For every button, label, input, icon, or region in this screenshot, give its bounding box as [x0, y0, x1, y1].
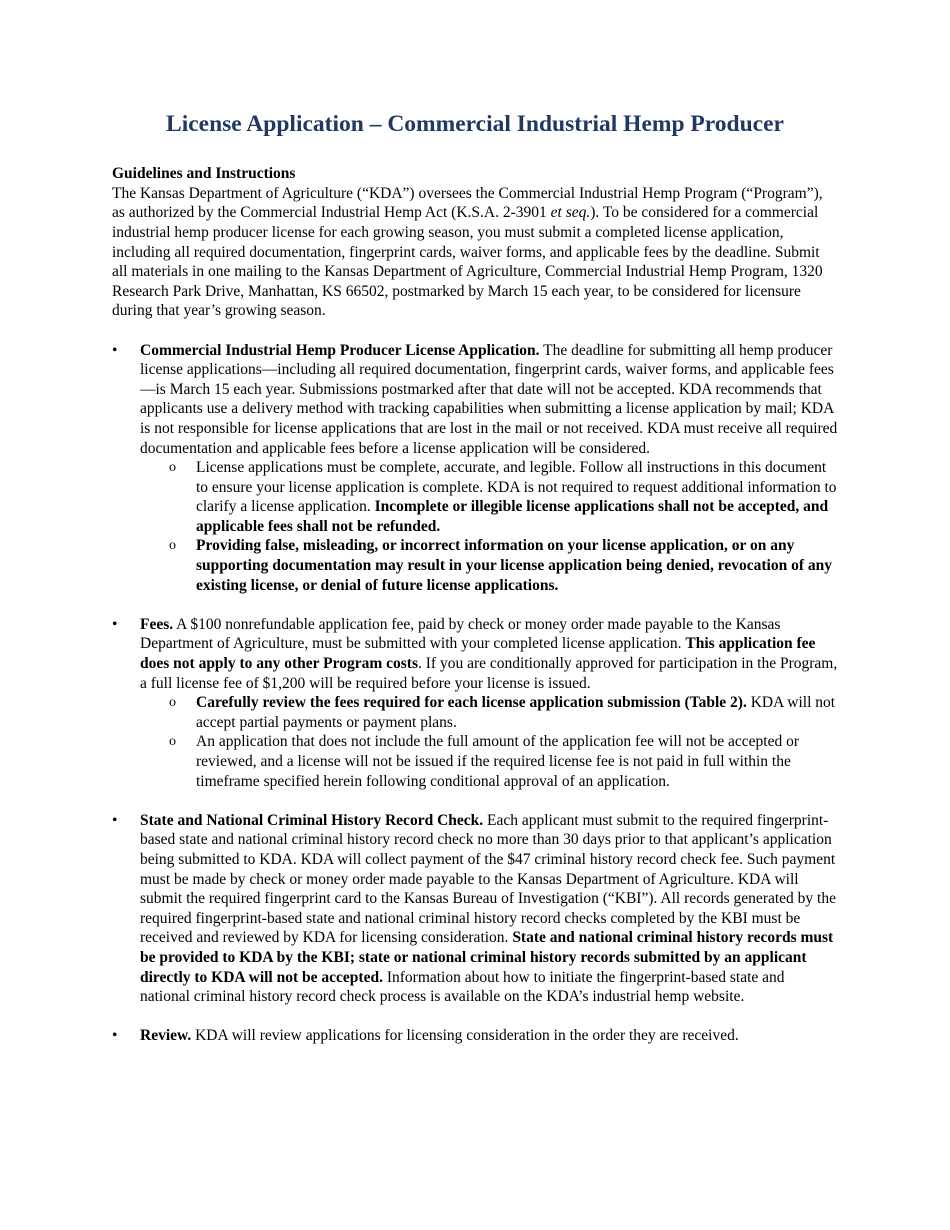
- sub-item: [140, 732, 838, 791]
- guidelines-heading: Guidelines and Instructions: [112, 165, 296, 183]
- list-item-review: [112, 1026, 838, 1046]
- background-lead: State and National Criminal History Record Check.: [140, 811, 484, 829]
- fees-sub1-text: KDA will not accept partial payments or payment plans.: [196, 694, 836, 731]
- guidelines-paragraph: [112, 184, 838, 321]
- application-sublist: [140, 458, 838, 595]
- fees-text: A $100 nonrefundable application fee, paid by check or money order made payable to the Kansas Department of Agriculture, must be submitted with your completed license application.: [140, 615, 781, 653]
- fees-bold: This application fee does not apply to any other Program costs: [140, 635, 816, 673]
- guidelines-citation: et seq.: [550, 204, 591, 222]
- application-sub1-text: License applications must be complete, accurate, and legible. Follow all instructions in this document to ensure your license application is complete. KDA is not required to request additional information to clarify a license application.: [196, 459, 837, 516]
- background-text2: Information about how to initiate the fingerprint-based state and national criminal history record check process is available on the KDA’s industrial hemp website.: [140, 968, 785, 1006]
- application-sub2-bold: Providing false, misleading, or incorrect information on your license application, or on any supporting documentation may result in your license application being denied, revocation of any existing license, or denial of future license applications.: [196, 537, 832, 594]
- fees-sublist: [140, 693, 838, 791]
- fees-sub1-bold: Carefully review the fees required for each license application submission (Table 2).: [196, 694, 747, 712]
- guidelines-text: The Kansas Department of Agriculture (“KDA”) oversees the Commercial Industrial Hemp Program (“Program”), as authorized by the Commercial Industrial Hemp Act (K.S.A. 2-3901: [112, 184, 823, 222]
- sub-item: [140, 458, 838, 536]
- fees-lead: Fees.: [140, 615, 174, 633]
- requirements-list: [112, 341, 838, 1046]
- page-title: License Application – Commercial Industrial Hemp Producer: [166, 111, 784, 137]
- list-item-fees: [112, 615, 838, 791]
- review-lead: Review.: [140, 1027, 192, 1045]
- sub-item: [140, 693, 838, 732]
- sub-item: [140, 536, 838, 595]
- fees-sub2-text: An application that does not include the full amount of the application fee will not be accepted or reviewed, and a license will not be issued if the required license fee is not paid in full within the timeframe specified herein following conditional approval of an application.: [196, 733, 800, 790]
- application-text: The deadline for submitting all hemp producer license applications—including all required documentation, fingerprint cards, waiver forms, and applicable fees—is March 15 each year. Submissions postmarked after that date will not be accepted. KDA recommends that applicants use a delivery method with tracking capabilities when submitting a license application by mail; KDA is not responsible for license applications that are lost in the mail or not received. KDA must receive all required documentation and applicable fees before a license application will be considered.: [140, 341, 838, 457]
- review-text: KDA will review applications for licensing consideration in the order they are received.: [191, 1027, 739, 1045]
- background-text: Each applicant must submit to the required fingerprint-based state and national criminal history record check no more than 30 days prior to that applicant’s application being submitted to KDA. KDA will collect payment of the $47 criminal history record check fee. Such payment must be made by check or money order made payable to the Kansas Department of Agriculture. KDA will submit the required fingerprint card to the Kansas Bureau of Investigation (“KBI”). All records generated by the required fingerprint-based state and national criminal history record checks completed by the KBI must be received and reviewed by KDA for licensing consideration.: [140, 811, 836, 947]
- background-bold: State and national criminal history records must be provided to KDA by the KBI; state or national criminal history records submitted by an applicant directly to KDA will not be accepted.: [140, 929, 834, 986]
- guidelines-section: [112, 164, 838, 321]
- guidelines-text-rest: ). To be considered for a commercial industrial hemp producer license for each growing season, you must submit a completed license application, including all required documentation, fingerprint cards, waiver forms, and applicable fees by the deadline. Submit all materials in one mailing to the Kansas Department of Agriculture, Commercial Industrial Hemp Program, 1320 Research Park Drive, Manhattan, KS 66502, postmarked by March 15 each year, to be considered for licensure during that year’s growing season.: [112, 204, 823, 320]
- list-item-application: [112, 341, 838, 596]
- fees-text2: . If you are conditionally approved for participation in the Program, a full license fee of $1,200 will be required before your license is issued.: [140, 655, 838, 692]
- application-sub1-bold: Incomplete or illegible license applications shall not be accepted, and applicable fees shall not be refunded.: [196, 498, 829, 535]
- application-lead: Commercial Industrial Hemp Producer License Application.: [140, 341, 540, 359]
- list-item-background-check: [112, 811, 838, 1007]
